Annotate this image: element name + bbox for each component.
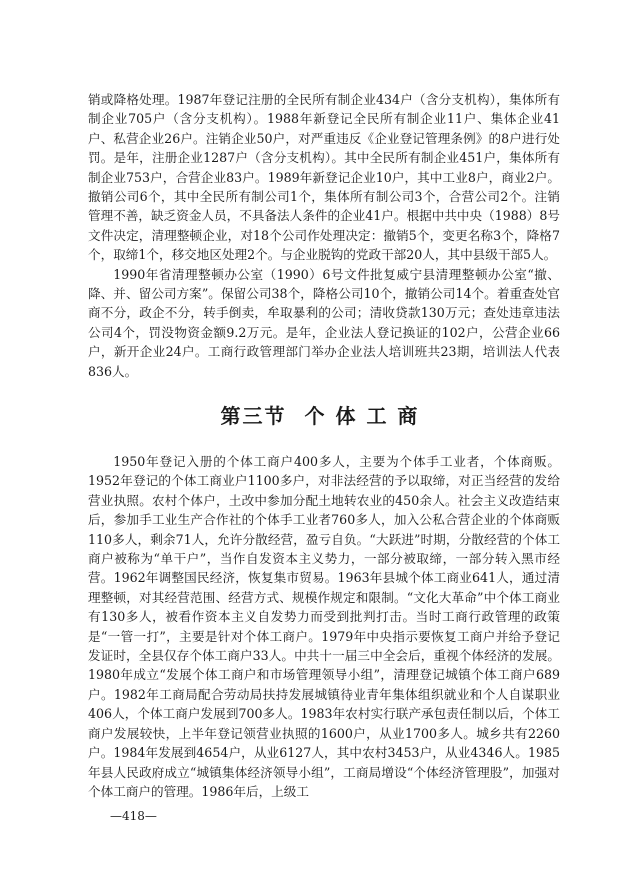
paragraph-1: 销或降格处理。1987年登记注册的全民所有制企业434户（含分支机构），集体所有制企业705户（含分支机构）。1988年新登记全民所有制企业11户、集体企业41户、私营企业26户。注销企业50户，对严重违反《企业登记管理条例》的8户进行处罚。是年，注册企业1287户（含分支机构）。其中全民所有制企业451户，集体所有制企业753户，合营企业83户。1989年新登记企业10户，其中工业8户，商业2户。撤销公司6个，其中全民所有制公司1个，集体所有制公司3个，合营公司2个。注销管理不善，缺乏资金人员，不具备法人条件的企业41户。根据中共中央（1988）8号文件决定，清理整顿企业，对18个公司作处理决定：撤销5个，变更名称3个，降格7个，取缔1个，移交地区处理2个。与企业脱钩的党政干部20人，其中县级干部5人。 bbox=[88, 92, 560, 263]
section-name: 个 体 工 商 bbox=[304, 404, 420, 428]
body-text-bottom bbox=[88, 452, 560, 801]
body-text-top bbox=[88, 90, 560, 381]
paragraph-2: 1990年省清理整顿办公室（1990）6号文件批复威宁县清理整顿办公室“撤、降、并、留公司方案”。保留公司38个，降格公司10个，撤销公司14个。着重查处官商不分，政企不分，转手倒卖，牟取暴利的公司；清收贷款130万元；查处违章违法公司4个，罚没物资金额9.2万元。是年，企业法人登记换证的102户，公营企业66户，新开企业24户。工商行政管理部门举办企业法人培训班共23期，培训法人代表836人。 bbox=[88, 266, 560, 379]
paragraph-3: 1950年登记入册的个体工商户400多人，主要为个体手工业者，个体商贩。1952年登记的个体工商业户1100多户，对非法经营的予以取缔，对正当经营的发给营业执照。农村个体户，土改中参加分配土地转农业的450余人。社会主义改造结束后，参加手工业生产合作社的个体手工业者760多人，加入公私合营企业的个体商贩110多人，剩余71人，允许分散经营，盈亏自负。“大跃进”时期，分散经营的个体工商户被称为“单干户”，当作自发资本主义势力，一部分被取缔，一部分转入黑市经营。1962年调整国民经济，恢复集市贸易。1963年县城个体工商业641人，通过清理整顿，对其经营范围、经营方式、规模作规定和限制。“文化大革命”中个体工商业有130多人，被看作资本主义自发势力而受到批判打击。当时工商行政管理的政策是“一管一打”，主要是针对个体工商户。1979年中央指示要恢复工商户并给予登记发证时，全县仅存个体工商户33人。中共十一届三中全会后，重视个体经济的发展。1980年成立“发展个体工商户和市场管理领导小组”，清理登记城镇个体工商户689户。1982年工商局配合劳动局扶持发展城镇待业青年集体组织就业和个人自谋职业406人，个体工商户发展到700多人。1983年农村实行联产承包责任制以后，个体工商户发展较快，上半年登记领营业执照的1600户，从业1700多人。城乡共有2260户。1984年发展到4654户，从业6127人，其中农村3453户，从业4346人。1985年县人民政府成立“城镇集体经济领导小组”，工商局增设“个体经济管理股”，加强对个体工商户的管理。1986年后，上级工 bbox=[88, 454, 560, 799]
section-number: 第三节 bbox=[220, 404, 287, 428]
page-number: —418— bbox=[110, 809, 157, 823]
section-title bbox=[0, 400, 640, 429]
